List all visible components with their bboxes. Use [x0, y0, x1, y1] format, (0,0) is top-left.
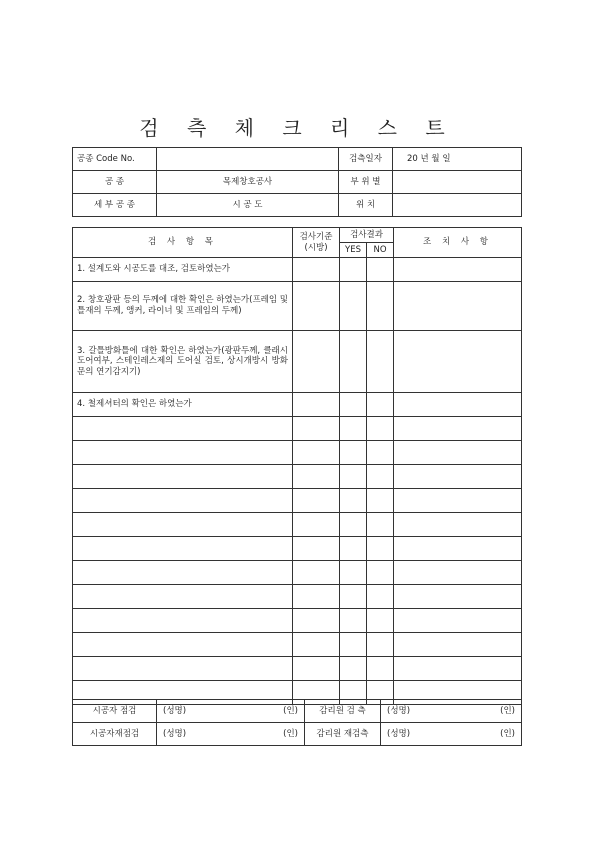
action-cell[interactable]: [394, 585, 522, 609]
sig-field-supervisor-recheck[interactable]: [381, 723, 522, 746]
loc-value[interactable]: [393, 194, 522, 217]
check-item: 1. 설계도와 시공도를 대조, 검토하였는가: [73, 258, 293, 282]
check-item: [73, 417, 293, 441]
action-cell[interactable]: [394, 282, 522, 331]
checklist-row: [73, 489, 522, 513]
date-label: 검측일자: [339, 148, 393, 171]
page-title: 검 측 체 크 리 스 트: [139, 116, 456, 140]
action-cell[interactable]: [394, 633, 522, 657]
seal-mark: (인): [500, 705, 515, 716]
action-cell[interactable]: [394, 537, 522, 561]
work-label: 공 종: [73, 171, 157, 194]
check-item: [73, 561, 293, 585]
part-value[interactable]: [393, 171, 522, 194]
detail-value[interactable]: 시 공 도: [157, 194, 339, 217]
standard-cell[interactable]: [293, 585, 340, 609]
checklist-table: [72, 227, 522, 705]
action-cell[interactable]: [394, 331, 522, 393]
action-cell[interactable]: [394, 657, 522, 681]
no-cell[interactable]: [367, 331, 394, 393]
check-item: [73, 657, 293, 681]
sig-name: (성명): [387, 705, 411, 716]
sig-label-contractor-recheck: 시공자재점검: [73, 723, 157, 746]
checklist-row: [73, 513, 522, 537]
check-item: [73, 489, 293, 513]
yes-cell[interactable]: [340, 282, 367, 331]
standard-cell[interactable]: [293, 282, 340, 331]
no-cell[interactable]: [367, 282, 394, 331]
sig-label-contractor: 시공자 점검: [73, 700, 157, 723]
signature-table: [72, 699, 522, 746]
check-item: 2. 창호광판 등의 두께에 대한 확인은 하였는가(프레임 및 틀재의 두께, 앵커, 라이너 및 프레임의 두께): [73, 282, 293, 331]
col-no-header: NO: [367, 243, 394, 258]
check-item: 4. 철제셔터의 확인은 하였는가: [73, 393, 293, 417]
checklist-row: [73, 282, 522, 331]
checklist-row: [73, 537, 522, 561]
seal-mark: (인): [283, 705, 298, 716]
no-cell[interactable]: [367, 465, 394, 489]
checklist-row: [73, 465, 522, 489]
yes-cell[interactable]: [340, 465, 367, 489]
sig-field-contractor-recheck[interactable]: [157, 723, 305, 746]
no-cell[interactable]: [367, 441, 394, 465]
no-cell[interactable]: [367, 657, 394, 681]
no-cell[interactable]: [367, 609, 394, 633]
part-label: 부 위 별: [339, 171, 393, 194]
sig-field-supervisor[interactable]: [381, 700, 522, 723]
yes-cell[interactable]: [340, 393, 367, 417]
yes-cell[interactable]: [340, 657, 367, 681]
check-item: [73, 513, 293, 537]
yes-cell[interactable]: [340, 489, 367, 513]
col-item-header: 검 사 항 목: [73, 228, 293, 258]
checklist-row: [73, 417, 522, 441]
check-item: [73, 585, 293, 609]
sig-name: (성명): [387, 728, 411, 739]
col-yes-header: YES: [340, 243, 367, 258]
code-label: 공종 Code No.: [73, 148, 157, 171]
action-cell[interactable]: [394, 441, 522, 465]
checklist-row: [73, 441, 522, 465]
loc-label: 위 치: [339, 194, 393, 217]
checklist-row: [73, 633, 522, 657]
no-cell[interactable]: [367, 258, 394, 282]
work-value[interactable]: 목제창호공사: [157, 171, 339, 194]
standard-cell[interactable]: [293, 258, 340, 282]
standard-cell[interactable]: [293, 633, 340, 657]
no-cell[interactable]: [367, 489, 394, 513]
check-item: [73, 465, 293, 489]
standard-cell[interactable]: [293, 609, 340, 633]
yes-cell[interactable]: [340, 537, 367, 561]
sig-name: (성명): [163, 728, 187, 739]
no-cell[interactable]: [367, 561, 394, 585]
col-standard-sub: (시방): [304, 242, 328, 253]
check-item: 3. 갈틀방화틀에 대한 확인은 하였는가(광판두께, 클래시도어여부, 스테인레스제의 도어실 검토, 상시개방시 방화문의 연기감지기): [73, 331, 293, 393]
checklist-row: [73, 657, 522, 681]
checklist-row: [73, 585, 522, 609]
checklist-row: [73, 258, 522, 282]
detail-label: 세 부 공 종: [73, 194, 157, 217]
yes-cell[interactable]: [340, 609, 367, 633]
standard-cell[interactable]: [293, 489, 340, 513]
standard-cell[interactable]: [293, 417, 340, 441]
col-result-header: 검사결과: [340, 228, 394, 243]
checklist-row: [73, 393, 522, 417]
action-cell[interactable]: [394, 513, 522, 537]
action-cell[interactable]: [394, 465, 522, 489]
sig-name: (성명): [163, 705, 187, 716]
yes-cell[interactable]: [340, 441, 367, 465]
no-cell[interactable]: [367, 417, 394, 441]
seal-mark: (인): [283, 728, 298, 739]
checklist-row: [73, 331, 522, 393]
col-standard-header: [293, 228, 340, 258]
no-cell[interactable]: [367, 633, 394, 657]
code-value[interactable]: [157, 148, 339, 171]
action-cell[interactable]: [394, 561, 522, 585]
no-cell[interactable]: [367, 537, 394, 561]
date-value[interactable]: 20 년 월 일: [393, 148, 522, 171]
standard-cell[interactable]: [293, 331, 340, 393]
yes-cell[interactable]: [340, 585, 367, 609]
no-cell[interactable]: [367, 513, 394, 537]
check-item: [73, 609, 293, 633]
col-action-header: 조 치 사 항: [394, 228, 522, 258]
standard-cell[interactable]: [293, 441, 340, 465]
action-cell[interactable]: [394, 258, 522, 282]
checklist-row: [73, 609, 522, 633]
yes-cell[interactable]: [340, 633, 367, 657]
no-cell[interactable]: [367, 393, 394, 417]
standard-cell[interactable]: [293, 657, 340, 681]
standard-cell[interactable]: [293, 465, 340, 489]
standard-cell[interactable]: [293, 561, 340, 585]
standard-cell[interactable]: [293, 393, 340, 417]
sig-field-contractor[interactable]: [157, 700, 305, 723]
col-standard-label: 검사기준: [299, 231, 333, 242]
check-item: [73, 633, 293, 657]
yes-cell[interactable]: [340, 331, 367, 393]
standard-cell[interactable]: [293, 537, 340, 561]
yes-cell[interactable]: [340, 417, 367, 441]
sig-label-supervisor-recheck: 감리원 재검측: [305, 723, 381, 746]
check-item: [73, 441, 293, 465]
yes-cell[interactable]: [340, 258, 367, 282]
checklist-row: [73, 561, 522, 585]
action-cell[interactable]: [394, 393, 522, 417]
sig-label-supervisor: 감리원 검 측: [305, 700, 381, 723]
action-cell[interactable]: [394, 489, 522, 513]
seal-mark: (인): [500, 728, 515, 739]
check-item: [73, 537, 293, 561]
yes-cell[interactable]: [340, 561, 367, 585]
action-cell[interactable]: [394, 609, 522, 633]
standard-cell[interactable]: [293, 513, 340, 537]
yes-cell[interactable]: [340, 513, 367, 537]
header-table: [72, 147, 522, 217]
no-cell[interactable]: [367, 585, 394, 609]
action-cell[interactable]: [394, 417, 522, 441]
